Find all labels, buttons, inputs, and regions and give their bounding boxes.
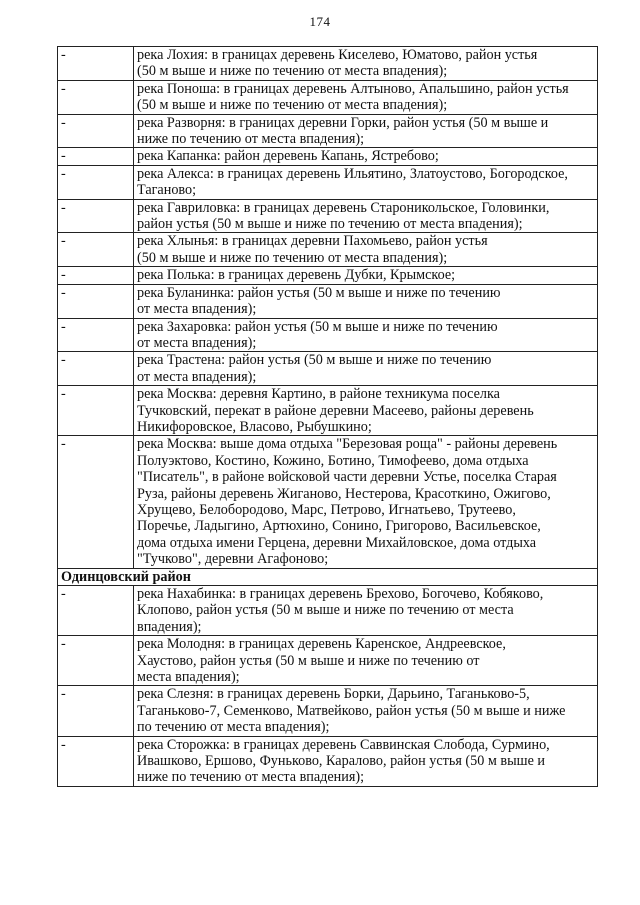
text-line: дома отдыха имени Герцена, деревни Михайловское, дома отдыха: [137, 534, 537, 551]
row-text: [134, 148, 598, 165]
text-line: река Трастена: район устья (50 м выше и ниже по течению: [137, 352, 492, 369]
text-line: Ивашково, Ершово, Фуньково, Каралово, район устья (50 м выше и: [137, 753, 545, 770]
text-line: места впадения);: [137, 669, 240, 686]
row-text: [134, 267, 598, 284]
text-line: река Гавриловка: в границах деревень Староникольское, Головинки,: [137, 199, 550, 216]
text-line: Полуэктово, Костино, Кожино, Ботино, Тимофеево, дома отдыха: [137, 452, 529, 469]
text-line: река Алекса: в границах деревень Ильятино, Златоустово, Богородское,: [137, 165, 568, 182]
text-line: Хаустово, район устья (50 м выше и ниже по течению от: [137, 652, 480, 669]
text-line: Клопово, район устья (50 м выше и ниже по течению от места: [137, 602, 514, 619]
text-line: река Буланинка: район устья (50 м выше и ниже по течению: [137, 284, 501, 301]
row-marker: -: [58, 47, 134, 81]
row-marker: -: [58, 165, 134, 199]
text-line: Таганьково-7, Семенково, Матвейково, район устья (50 м выше и ниже: [137, 702, 566, 719]
row-text: [134, 284, 598, 318]
row-text: [134, 80, 598, 114]
text-line: река Хлынья: в границах деревни Пахомьево, район устья: [137, 233, 488, 250]
row-marker: -: [58, 352, 134, 386]
text-line: река Захаровка: район устья (50 м выше и ниже по течению: [137, 318, 498, 335]
row-text: [134, 736, 598, 786]
table-row: [58, 267, 598, 284]
row-text: [134, 233, 598, 267]
text-line: река Молодня: в границах деревень Каренское, Андреевское,: [137, 636, 506, 653]
text-line: (50 м выше и ниже по течению от места впадения);: [137, 63, 448, 80]
row-marker: -: [58, 686, 134, 736]
row-marker: -: [58, 267, 134, 284]
row-text: [134, 47, 598, 81]
row-text: [134, 586, 598, 636]
text-line: река Полька: в границах деревень Дубки, Крымское;: [137, 267, 456, 284]
table-row: [58, 686, 598, 736]
table-row: [58, 736, 598, 786]
table-row: [58, 436, 598, 568]
text-line: река Слезня: в границах деревень Борки, Дарьино, Таганьково-5,: [137, 686, 530, 703]
table-row: [58, 586, 598, 636]
table-row: [58, 114, 598, 148]
text-line: река Разворня: в границах деревни Горки, район устья (50 м выше и: [137, 114, 549, 131]
text-line: Никифоровское, Власово, Рыбушкино;: [137, 418, 372, 435]
row-text: [134, 165, 598, 199]
row-marker: -: [58, 199, 134, 233]
text-line: (50 м выше и ниже по течению от места впадения);: [137, 249, 448, 266]
row-marker: -: [58, 80, 134, 114]
row-text: [134, 114, 598, 148]
row-text: [134, 199, 598, 233]
row-marker: -: [58, 636, 134, 686]
text-line: от места впадения);: [137, 334, 257, 351]
text-line: река Сторожка: в границах деревень Саввинская Слобода, Сурмино,: [137, 736, 550, 753]
text-line: река Москва: деревня Картино, в районе техникума поселка: [137, 386, 500, 403]
table-row: [58, 636, 598, 686]
text-line: Поречье, Ладыгино, Артюхино, Сонино, Григорово, Васильевское,: [137, 518, 541, 535]
table-row: [58, 386, 598, 436]
page-number: 174: [309, 14, 331, 29]
row-marker: -: [58, 284, 134, 318]
text-line: река Лохия: в границах деревень Киселево, Юматово, район устья: [137, 47, 538, 63]
row-marker: -: [58, 148, 134, 165]
text-line: Таганово;: [137, 182, 197, 199]
text-line: "Писатель", в районе войсковой части деревни Устье, поселка Старая: [137, 469, 557, 486]
row-marker: -: [58, 436, 134, 568]
table-row: [58, 352, 598, 386]
row-text: [134, 352, 598, 386]
text-line: "Тучково", деревни Агафоново;: [137, 551, 329, 568]
text-line: (50 м выше и ниже по течению от места впадения);: [137, 97, 448, 114]
text-line: район устья (50 м выше и ниже по течению от места впадения);: [137, 216, 523, 233]
text-line: Тучковский, перекат в районе деревни Масеево, районы деревень: [137, 402, 534, 419]
table-row: [58, 80, 598, 114]
row-text: [134, 436, 598, 568]
text-line: ниже по течению от места впадения);: [137, 131, 365, 148]
row-text: [134, 686, 598, 736]
text-line: от места впадения);: [137, 301, 257, 318]
table-row: [58, 233, 598, 267]
table-row: [58, 284, 598, 318]
row-marker: -: [58, 114, 134, 148]
text-line: ниже по течению от места впадения);: [137, 769, 365, 786]
text-line: впадения);: [137, 618, 202, 635]
row-marker: -: [58, 318, 134, 352]
text-line: от места впадения);: [137, 368, 257, 385]
text-line: Хрущево, Белобородово, Марс, Петрово, Игнатьево, Трутеево,: [137, 501, 516, 518]
row-text: [134, 386, 598, 436]
table-row: [58, 47, 598, 81]
row-marker: -: [58, 233, 134, 267]
text-line: по течению от места впадения);: [137, 719, 330, 736]
text-line: Руза, районы деревень Жиганово, Нестерова, Красоткино, Ожигово,: [137, 485, 551, 502]
table-row: [58, 318, 598, 352]
section-header-row: [58, 568, 598, 585]
table-row: [58, 148, 598, 165]
river-zones-table: [57, 46, 598, 787]
text-line: река Капанка: район деревень Капань, Ястребово;: [137, 148, 439, 165]
section-title: Одинцовский район: [58, 568, 598, 585]
text-line: река Нахабинка: в границах деревень Брехово, Богочево, Кобяково,: [137, 586, 544, 602]
row-marker: -: [58, 586, 134, 636]
text-line: река Поноша: в границах деревень Алтыново, Апальшино, район устья: [137, 80, 569, 97]
row-text: [134, 636, 598, 686]
row-marker: -: [58, 386, 134, 436]
row-text: [134, 318, 598, 352]
table-row: [58, 199, 598, 233]
table-row: [58, 165, 598, 199]
text-line: река Москва: выше дома отдыха "Березовая роща" - районы деревень: [137, 436, 558, 453]
row-marker: -: [58, 736, 134, 786]
